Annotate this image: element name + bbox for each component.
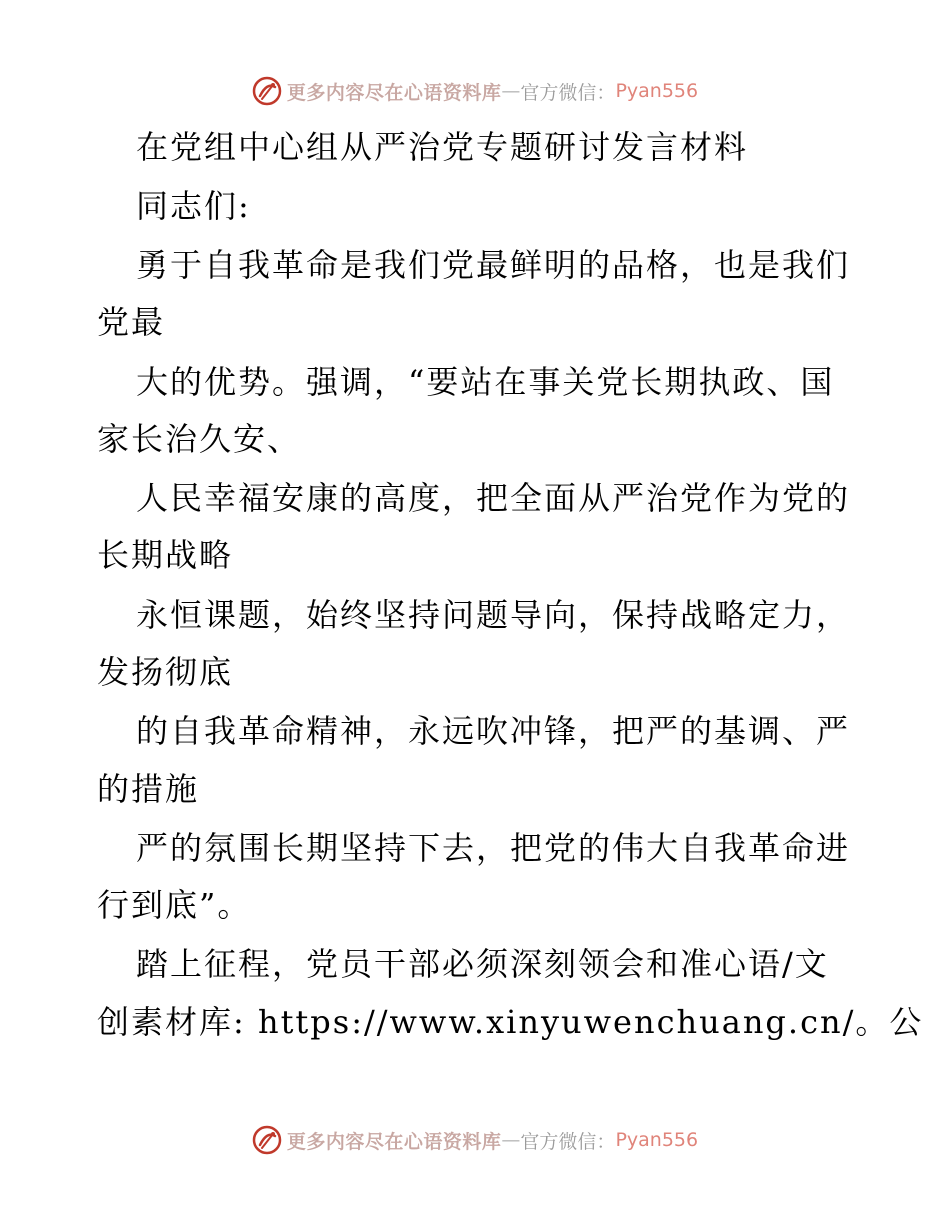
footer-official-text: 官方微信： [520,1130,616,1153]
body-line: 勇于自我革命是我们党最鲜明的品格，也是我们 [136,246,851,284]
footer-separator: — [501,1129,521,1151]
body-line: 的措施 [97,770,200,808]
footer-banner [0,1120,950,1160]
document-title: 在党组中心组从严治党专题研讨发言材料 [136,128,749,166]
header-banner [0,71,950,111]
header-wechat-id: Pyan556 [615,80,699,102]
header-site-text: 更多内容尽在心语资料库 [286,81,502,104]
body-line: 行到底”。 [97,886,252,924]
footer-site-text: 更多内容尽在心语资料库 [286,1130,502,1153]
body-line: 踏上征程，党员干部必须深刻领会和准心语/文 [136,945,829,983]
body-line: 家长治久安、 [97,420,302,458]
body-line: 创素材库: https://www.xinyuwenchuang.cn/。公 [97,1003,924,1041]
footer-wechat-id: Pyan556 [615,1129,699,1151]
header-official-text: 官方微信： [520,81,616,104]
body-line: 严的氛围长期坚持下去，把党的伟大自我革命进 [136,829,851,867]
salutation: 同志们: [136,187,251,225]
logo-icon [252,76,282,106]
header-separator: — [501,80,521,102]
body-line: 大的优势。强调，“要站在事关党长期执政、国 [136,363,835,401]
body-line: 永恒课题，始终坚持问题导向，保持战略定力， [136,596,851,634]
body-line: 人民幸福安康的高度，把全面从严治党作为党的 [136,479,851,517]
body-line: 发扬彻底 [97,653,234,691]
body-line: 长期战略 [97,536,234,574]
logo-icon [252,1125,282,1155]
body-line: 党最 [97,303,166,341]
body-line: 的自我革命精神，永远吹冲锋，把严的基调、严 [136,712,851,750]
